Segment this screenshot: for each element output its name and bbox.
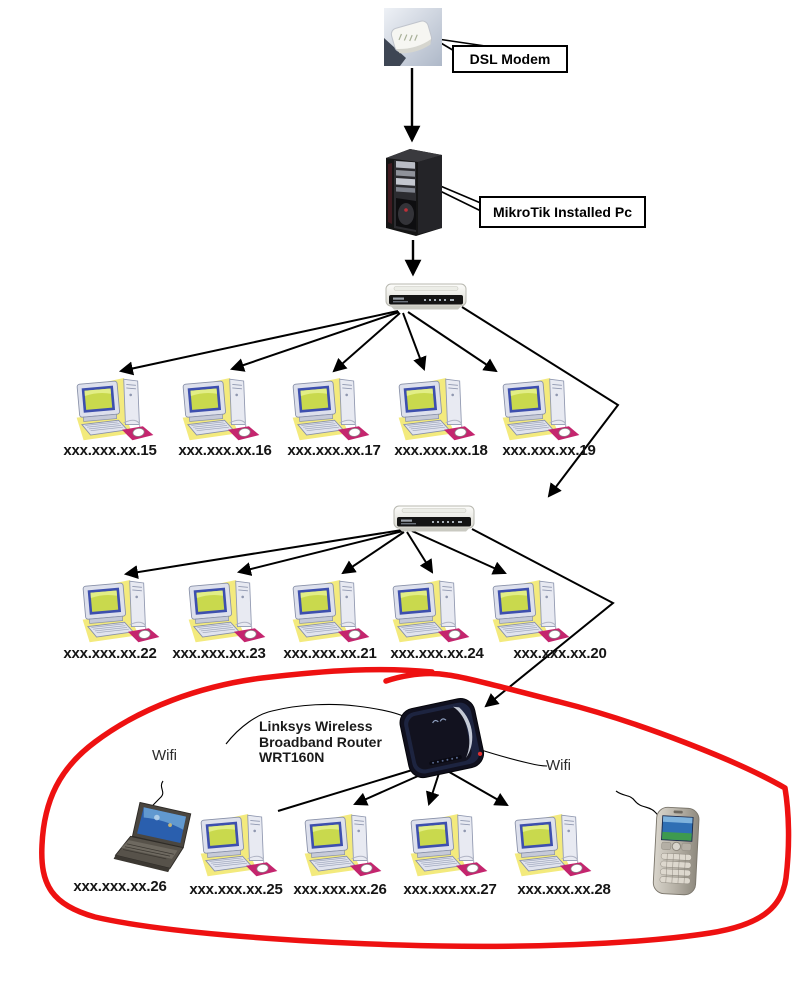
desktop-computer-15 xyxy=(70,374,160,442)
arrow-switch1-to-pc16 xyxy=(232,312,399,369)
linksys-label-line2: Broadband Router xyxy=(259,733,382,750)
desktop-computer-22 xyxy=(76,576,166,644)
ip-label-26: xxx.xxx.xx.26 xyxy=(293,881,387,898)
ip-label-laptop-26: xxx.xxx.xx.26 xyxy=(73,878,167,895)
ip-label-15: xxx.xxx.xx.15 xyxy=(63,442,157,459)
mikrotik-pc-image xyxy=(382,146,446,238)
desktop-computer-23 xyxy=(182,576,272,644)
ip-label-17: xxx.xxx.xx.17 xyxy=(287,442,381,459)
ip-label-28: xxx.xxx.xx.28 xyxy=(517,881,611,898)
desktop-computer-18 xyxy=(392,374,482,442)
desktop-computer-28 xyxy=(508,810,598,878)
desktop-computer-26 xyxy=(298,810,388,878)
ip-label-19: xxx.xxx.xx.19 xyxy=(502,442,596,459)
desktop-computer-27 xyxy=(404,810,494,878)
dsl-modem-label-box xyxy=(452,45,568,73)
network-switch-2 xyxy=(392,504,476,534)
arrow-switch2-to-pc22 xyxy=(126,530,402,574)
desktop-computer-16 xyxy=(176,374,266,442)
dsl-modem-image xyxy=(384,8,442,66)
linksys-router-label xyxy=(259,719,382,766)
arrow-switch1-to-pc15 xyxy=(121,311,398,371)
ip-label-22: xxx.xxx.xx.22 xyxy=(63,645,157,662)
mikrotik-label: MikroTik Installed Pc xyxy=(492,204,632,220)
dsl-modem-label: DSL Modem xyxy=(469,51,551,67)
ip-label-18: xxx.xxx.xx.18 xyxy=(394,442,488,459)
wifi-label-right: Wifi xyxy=(546,757,571,774)
ip-label-16: xxx.xxx.xx.16 xyxy=(178,442,272,459)
ip-label-25: xxx.xxx.xx.25 xyxy=(189,881,283,898)
desktop-computer-24 xyxy=(386,576,476,644)
linksys-label-line1: Linksys Wireless xyxy=(259,718,373,734)
ip-label-21: xxx.xxx.xx.21 xyxy=(283,645,377,662)
desktop-computer-17 xyxy=(286,374,376,442)
mikrotik-label-box xyxy=(479,196,646,228)
ip-label-23: xxx.xxx.xx.23 xyxy=(172,645,266,662)
ip-label-24: xxx.xxx.xx.24 xyxy=(390,645,484,662)
linksys-label-line3: WRT160N xyxy=(259,749,325,765)
ip-label-20: xxx.xxx.xx.20 xyxy=(513,645,607,662)
wifi-label-left: Wifi xyxy=(152,747,177,764)
smartphone-icon xyxy=(650,806,704,898)
network-switch-1 xyxy=(384,282,468,312)
desktop-computer-21 xyxy=(286,576,376,644)
desktop-computer-19 xyxy=(496,374,586,442)
desktop-computer-25 xyxy=(194,810,284,878)
laptop-icon xyxy=(108,800,202,884)
ip-label-27: xxx.xxx.xx.27 xyxy=(403,881,497,898)
desktop-computer-20 xyxy=(486,576,576,644)
arrow-switch2-to-pc20 xyxy=(412,531,505,573)
